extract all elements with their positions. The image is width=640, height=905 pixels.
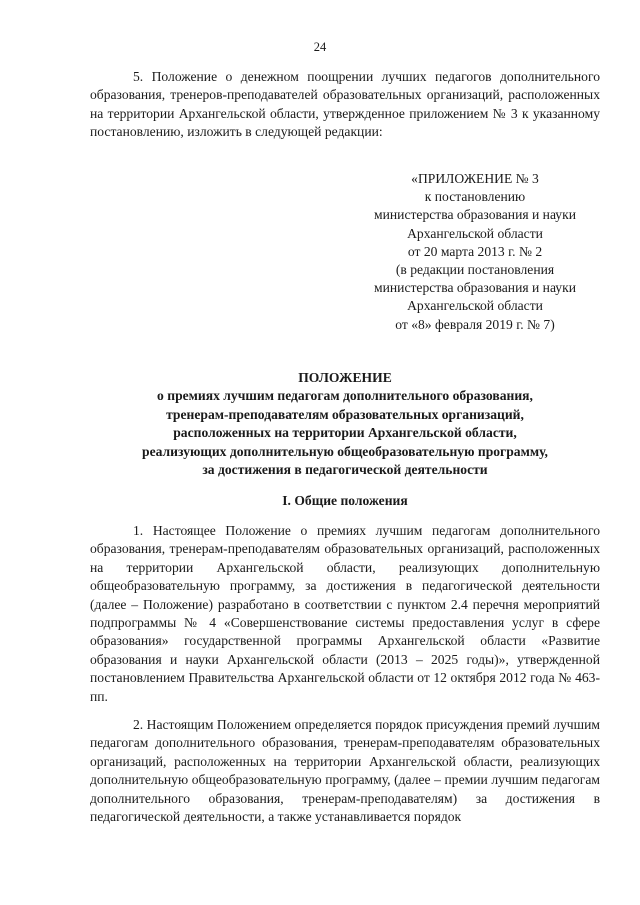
- title-subtitle-line: расположенных на территории Архангельской области,: [173, 425, 517, 441]
- paragraph: 1. Настоящее Положение о премиях лучшим педагогам дополнительного образования, тренерам-преподавателям образовательных организаций, расположенных на территории Архангельской области, реализующих дополнительную общеобразовательную программу, за достижения в педагогической деятельности (далее – Положение) разработано в соответствии с пунктом 2.4 перечня мероприятий подпрограммы № 4 «Совершенствование системы предоставления услуг в сфере образования» государственной программы Архангельской области «Развитие образования и науки Архангельской области (2013 – 2025 годы)», утвержденной постановлением Правительства Архангельской области от 12 октября 2012 года № 463-пп.: [90, 523, 600, 704]
- section-heading: I. Общие положения: [282, 493, 408, 508]
- appendix-line: к постановлению: [424, 189, 526, 205]
- appendix-line: министерства образования и науки: [374, 280, 576, 296]
- appendix-line: Архангельской области: [407, 298, 543, 314]
- intro-paragraph: 5. Положение о денежном поощрении лучших педагогов дополнительного образования, тренеров-преподавателей образовательных организаций, расположенных на территории Архангельской области, утвержденное приложением № 3 к указанному постановлению, изложить в следующей редакции:: [90, 69, 600, 140]
- title-subtitle-line: реализующих дополнительную общеобразовательную программу,: [142, 443, 548, 459]
- intro-block: [90, 68, 600, 142]
- appendix-line: «ПРИЛОЖЕНИЕ № 3: [411, 171, 539, 186]
- appendix-line: от 20 марта 2013 г. № 2: [407, 243, 543, 259]
- title-heading: ПОЛОЖЕНИЕ: [298, 370, 392, 385]
- appendix-line: (в редакции постановления: [395, 262, 555, 278]
- appendix-line: министерства образования и науки: [374, 207, 576, 223]
- title-subtitle-line: тренерам-преподавателям образовательных организаций,: [166, 406, 524, 422]
- title-subtitle-line: о премиях лучшим педагогам дополнительного образования,: [157, 388, 533, 404]
- document-title: [90, 369, 600, 479]
- paragraph-block-2: [90, 716, 600, 826]
- paragraph-block-1: [90, 522, 600, 706]
- appendix-line: от «8» февраля 2019 г. № 7): [395, 316, 555, 332]
- appendix-header: [352, 170, 598, 334]
- page-number: 24: [313, 40, 327, 54]
- title-subtitle-line: за достижения в педагогической деятельности: [202, 462, 488, 478]
- appendix-line: Архангельской области: [407, 225, 543, 241]
- paragraph: 2. Настоящим Положением определяется порядок присуждения премий лучшим педагогам дополнительного образования, тренерам-преподавателям образовательных организаций, расположенных на территории Архангельской области, реализующих дополнительную общеобразовательную программу, (далее – премии лучшим педагогам дополнительного образования, тренерам-преподавателям) за достижения в педагогической деятельности, а также устанавливается порядок: [90, 717, 600, 825]
